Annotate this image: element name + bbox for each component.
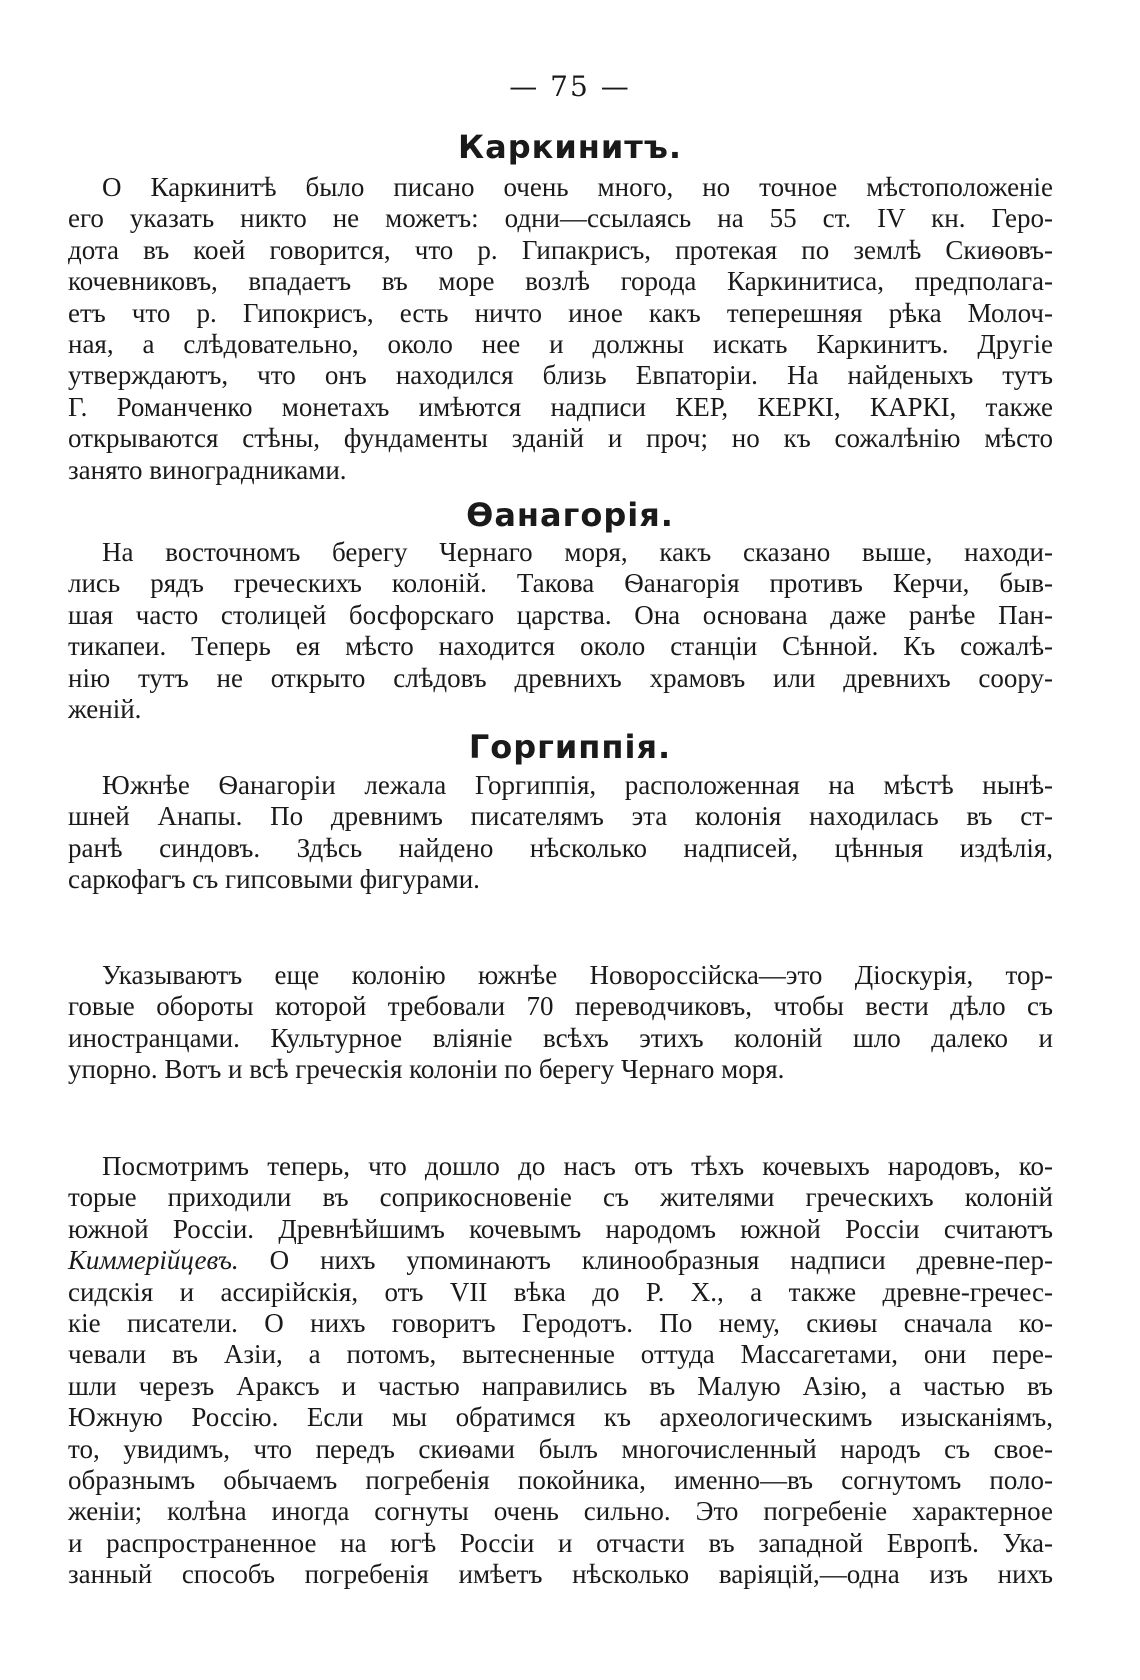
text-line: упорно. Вотъ и всѣ греческія колоніи по берегу Чернаго моря. <box>68 1054 785 1085</box>
text-line: иностранцами. Культурное вліяніе всѣхъ этихъ колоній шло далеко и <box>68 1022 1053 1053</box>
text-line: женіи; колѣна иногда согнуты очень сильно. Это погребеніе характерное <box>68 1496 1053 1527</box>
italic-term: Киммерійцевъ. <box>68 1245 239 1276</box>
text-line: шая часто столицей босфорскаго царства. Она основана даже ранѣе Пан- <box>68 599 1053 630</box>
text-line: то, увидимъ, что передъ скиѳами былъ многочисленный народъ съ свое- <box>68 1433 1053 1464</box>
text-line: Южную Россію. Если мы обратимся къ археологическимъ изысканіямъ, <box>68 1402 1053 1433</box>
text-line: говые обороты которой требовали 70 переводчиковъ, чтобы вести дѣло съ <box>68 991 1053 1022</box>
heading-gorgippia: Горгиппія. <box>468 728 672 766</box>
text-line: Указываютъ еще колонію южнѣе Новороссійска—это Діоскурія, тор- <box>102 960 1053 990</box>
paragraph-gorgippia <box>68 770 1053 896</box>
text-line: южной Россіи. Древнѣйшимъ кочевымъ народомъ южной Россіи считаютъ <box>68 1213 1053 1244</box>
page-number: — 75 — <box>509 70 631 103</box>
text-line: На восточномъ берегу Чернаго моря, какъ сказано выше, находи- <box>102 537 1053 567</box>
text-line: тикапеи. Теперь ея мѣсто находится около станціи Сѣнной. Къ сожалѣ- <box>68 631 1053 662</box>
paragraph-nomads <box>68 1151 1053 1591</box>
text-line: дота въ коей говорится, что р. Гипакрисъ, протекая по землѣ Скиѳовъ- <box>68 234 1053 265</box>
text-line: Южнѣе Ѳанагоріи лежала Горгиппія, расположенная на мѣстѣ нынѣ- <box>102 770 1053 800</box>
text-line: Посмотримъ теперь, что дошло до насъ отъ тѣхъ кочевыхъ народовъ, ко- <box>102 1151 1053 1181</box>
text-line: образнымъ обычаемъ погребенія покойника, именно—въ согнутомъ поло- <box>68 1465 1053 1496</box>
heading-karkinit: Каркинитъ. <box>457 128 683 166</box>
paragraph-fanagoria <box>68 537 1053 725</box>
text-line: кіе писатели. О нихъ говоритъ Геродотъ. По нему, скиѳы сначала ко- <box>68 1308 1053 1339</box>
text-line: шли черезъ Араксъ и частью направились въ Малую Азію, а частью въ <box>68 1370 1053 1401</box>
text-line: занный способъ погребенія имѣетъ нѣсколько варіяцій,—одна изъ нихъ <box>68 1559 1053 1590</box>
text-line: ранѣ синдовъ. Здѣсь найдено нѣсколько надписей, цѣнныя издѣлія, <box>68 832 1053 863</box>
text-line: ная, а слѣдовательно, около нее и должны искать Каркинитъ. Другіе <box>68 329 1053 360</box>
text-line: лись рядъ греческихъ колоній. Такова Ѳанагорія противъ Керчи, быв- <box>68 568 1053 599</box>
text-line: женій. <box>68 694 142 725</box>
text-line: кочевниковъ, впадаетъ въ море возлѣ города Каркинитиса, предполага- <box>68 266 1053 297</box>
paragraph-dioskuria <box>68 960 1053 1086</box>
text-line: етъ что р. Гипокрисъ, есть ничто иное какъ теперешняя рѣка Молоч- <box>68 297 1053 328</box>
text-line: занято виноградниками. <box>68 454 347 485</box>
text-fragment: О нихъ упоминаютъ клинообразныя надписи древне-пер- <box>238 1245 1053 1276</box>
text-line: шней Анапы. По древнимъ писателямъ эта колонія находилась въ ст- <box>68 801 1053 832</box>
text-line: открываются стѣны, фундаменты зданій и проч; но къ сожалѣнію мѣсто <box>68 423 1053 454</box>
text-line: нію тутъ не открыто слѣдовъ древнихъ храмовъ или древнихъ соору- <box>68 662 1053 693</box>
text-line: саркофагъ съ гипсовыми фигурами. <box>68 864 480 895</box>
text-line: сидскія и ассирійскія, отъ VII вѣка до Р. Х., а также древне-гречес- <box>68 1276 1053 1307</box>
text-line: торые приходили въ соприкосновеніе съ жителями греческихъ колоній <box>68 1182 1053 1213</box>
heading-fanagoria: Ѳанагорія. <box>466 496 674 534</box>
text-line-mixed <box>68 1245 1053 1276</box>
text-line: чевали въ Азіи, а потомъ, вытесненные оттуда Массагетами, они пере- <box>68 1339 1053 1370</box>
text-line: его указать никто не можетъ: одни—ссылаясь на 55 ст. IV кн. Геро- <box>68 203 1053 234</box>
text-line: Г. Романченко монетахъ имѣются надписи КЕР, КЕРКІ, КАРКІ, также <box>68 391 1053 422</box>
text-line: утверждаютъ, что онъ находился близь Евпаторіи. На найденыхъ тутъ <box>68 360 1053 391</box>
paragraph-karkinit <box>68 172 1053 486</box>
text-line: и распространенное на югѣ Россіи и отчасти въ западной Европѣ. Ука- <box>68 1527 1053 1558</box>
text-line: О Каркинитѣ было писано очень много, но точное мѣстоположеніе <box>102 172 1053 202</box>
